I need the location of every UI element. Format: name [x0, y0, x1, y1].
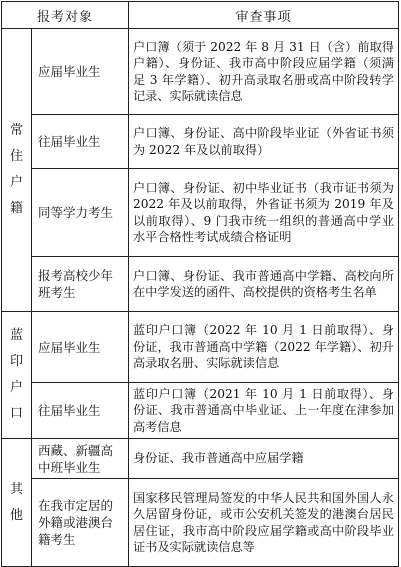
row-review-items: 国家移民管理局签发的中华人民共和国外国人永久居留身份证，或市公安机关签发的港澳台居民居住证，我市高中阶段应届学籍或高中阶段毕业证书及实际就读信息等 [129, 479, 399, 567]
row-review-items: 蓝印户口簿（2022 年 10 月 1 日前取得）、身份证，我市普通高中学籍（2022 年学籍）、初升高录取名册、实际就读信息 [129, 312, 399, 383]
group-label-other: 其他 [2, 439, 32, 567]
row-target: 应届毕业生 [32, 29, 129, 115]
row-review-items: 户口簿、身份证、初中毕业证书（我市证书须为 2022 年及以前取得，外省证书须为 2019 年及以前取得）、9 门我市统一组织的普通高中学业水平合格性考试成绩合格证明 [129, 169, 399, 257]
table-row [2, 257, 399, 312]
row-review-items: 户口簿、身份证、我市普通高中学籍、高校向所在中学发送的函件、高校提供的资格考生名单 [129, 257, 399, 312]
table-row [2, 312, 399, 383]
header-review-items: 审查事项 [129, 2, 399, 29]
row-target: 应届毕业生 [32, 312, 129, 383]
group-label-blue-stamp: 蓝印户口 [2, 312, 32, 439]
table-row [2, 479, 399, 567]
row-review-items: 身份证、我市普通高中应届学籍 [129, 439, 399, 479]
row-target: 在我市定居的外籍或港澳台籍考生 [32, 479, 129, 567]
row-target: 往届毕业生 [32, 383, 129, 439]
table-header-row [2, 2, 399, 29]
row-review-items: 户口簿、身份证、高中阶段毕业证（外省证书须为 2022 年及以前取得） [129, 115, 399, 169]
row-target: 西藏、新疆高中班毕业生 [32, 439, 129, 479]
row-target: 报考高校少年班考生 [32, 257, 129, 312]
table-row [2, 439, 399, 479]
header-target: 报考对象 [2, 2, 129, 29]
table-row [2, 169, 399, 257]
row-review-items: 蓝印户口簿（2021 年 10 月 1 日前取得）、身份证、我市普通高中毕业证、上一年度在津参加高考信息 [129, 383, 399, 439]
row-target: 同等学力考生 [32, 169, 129, 257]
table-row [2, 29, 399, 115]
table-row [2, 383, 399, 439]
group-label-permanent: 常住户籍 [2, 29, 32, 312]
table-row [2, 115, 399, 169]
eligibility-review-table [1, 1, 399, 567]
row-target: 往届毕业生 [32, 115, 129, 169]
row-review-items: 户口簿（须于 2022 年 8 月 31 日（含）前取得户籍）、身份证、我市高中阶段应届学籍（须满足 3 年学籍）、初升高录取名册或高中阶段转学记录、实际就读信息 [129, 29, 399, 115]
